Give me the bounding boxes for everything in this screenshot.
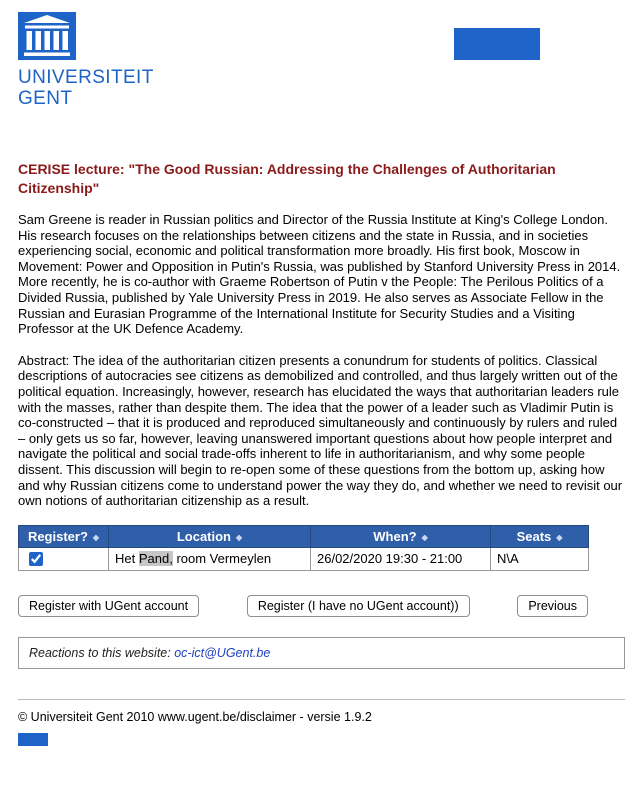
register-cell <box>19 547 109 570</box>
seats-cell: N\A <box>491 547 589 570</box>
column-header-location-label: Location <box>176 528 231 544</box>
column-header-location[interactable] <box>109 525 311 547</box>
column-header-seats[interactable] <box>491 525 589 547</box>
column-header-seats-label: Seats <box>516 528 552 544</box>
university-building-icon <box>18 48 76 63</box>
sort-icon: ◆ <box>556 532 563 542</box>
location-text-after: room Vermeylen <box>172 551 272 567</box>
contact-email-link[interactable]: oc-ict@UGent.be <box>174 645 271 660</box>
reactions-box <box>18 637 625 669</box>
lecture-abstract: Abstract: The idea of the authoritarian citizen presents a conundrum for students of politics. Classical descriptions of autocracies see citizens as demobilized and controlled, and thus largely written out of the political equation. Increasingly, however, research has elucidated the ways that authoritarian leaders rule with the masses, rather than despite them. The idea that the power of a leader such as Vladimir Putin is co-constructed – that it is produced and reproduced simultaneously and continuously by rulers and ruled – only gets us so far, however, leaving unanswered important questions about how people interpret and navigate the political and social trade-offs inherent to life in authoritarianism, and why some people dissent. This discussion will begin to re-open some of these questions from the bottom up, asking how and why Russian citizens come to understand power the way they do, and whether we need to revisit our own notions of authoritarian citizenship as a result. <box>18 352 623 509</box>
table-row <box>19 547 589 570</box>
register-checkbox[interactable] <box>29 552 43 566</box>
footer-divider <box>18 699 625 700</box>
sort-icon: ◆ <box>421 532 428 542</box>
location-text-highlighted: Pand, <box>138 551 173 567</box>
university-name-line2: GENT <box>18 88 73 109</box>
location-text-before: Het <box>115 551 139 567</box>
page-title: CERISE lecture: "The Good Russian: Addressing the Challenges of Authoritarian Citizenship" <box>18 161 556 196</box>
university-name-line1: UNIVERSITEIT <box>18 67 154 88</box>
table-header-row <box>19 525 589 547</box>
registration-table <box>18 525 589 571</box>
ugent-logo[interactable] <box>18 12 76 60</box>
button-row <box>18 595 588 617</box>
column-header-register-label: Register? <box>27 528 88 544</box>
footer-logo <box>18 733 48 746</box>
location-cell <box>109 547 311 570</box>
copyright-text: © Universiteit Gent 2010 www.ugent.be/disclaimer - versie 1.9.2 <box>18 709 372 724</box>
register-no-ugent-button[interactable]: Register (I have no UGent account)) <box>247 595 470 617</box>
column-header-when[interactable] <box>311 525 491 547</box>
sort-icon: ◆ <box>92 532 100 542</box>
speaker-bio: Sam Greene is reader in Russian politics and Director of the Russia Institute at King's College London. His research focuses on the relationships between citizens and the state in Russia, and in societies experiencing social, economic and political transformation more broadly. His first book, Moscow in Movement: Power and Opposition in Putin's Russia, was published by Stanford University Press in 2014. More recently, he is co-author with Graeme Robertson of Putin v the People: The Perilous Politics of a Divided Russia, published by Yale University Press in 2019. He also serves as Associate Fellow in the Russian and Eurasian Programme of the International Institute for Security Studies and a Visiting Professor at the UK Defence Academy. <box>18 212 621 337</box>
column-header-when-label: When? <box>373 528 417 544</box>
university-wordmark <box>18 67 625 109</box>
column-header-register[interactable] <box>19 525 109 547</box>
reactions-label: Reactions to this website: <box>29 645 171 660</box>
main-content <box>18 160 625 746</box>
previous-button[interactable]: Previous <box>517 595 588 617</box>
register-ugent-button[interactable]: Register with UGent account <box>18 595 199 617</box>
when-cell: 26/02/2020 19:30 - 21:00 <box>311 547 491 570</box>
header <box>18 12 625 116</box>
sort-icon: ◆ <box>236 532 243 542</box>
header-banner <box>454 28 540 60</box>
